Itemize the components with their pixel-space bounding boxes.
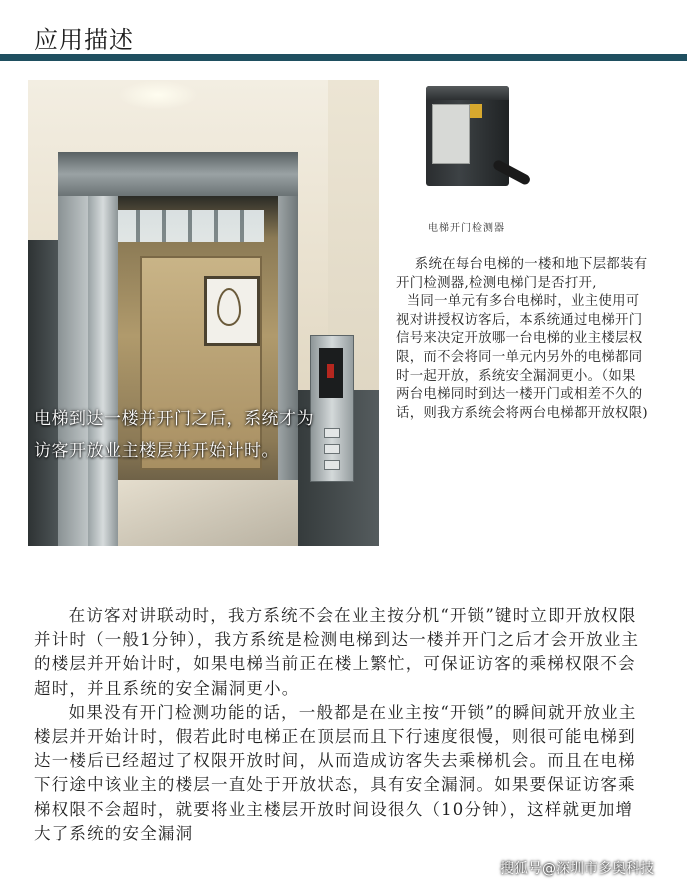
detector-caption: 电梯开门检测器: [428, 223, 505, 234]
floor-indicator-display: [319, 348, 343, 398]
stone-wall-left: [28, 240, 58, 546]
elevator-photo: [28, 80, 379, 546]
ceiling-light: [118, 80, 198, 110]
header-divider-bar: [0, 54, 687, 61]
call-button-down: [324, 444, 340, 454]
section-title: 应用描述: [34, 26, 134, 54]
elevator-door-left: [88, 196, 118, 546]
elevator-car-ceiling: [114, 210, 264, 242]
photo-caption: 电梯到达一楼并开门之后，系统才为访客开放业主楼层并开始计时。: [34, 409, 314, 461]
call-button-up: [324, 428, 340, 438]
detector-cap: [426, 86, 509, 100]
elevator-floor: [98, 480, 298, 546]
body-paragraph: 在访客对讲联动时，我方系统不会在业主按分机“开锁”键时立即开放权限并计时（一般1分钟），我方系统是检测电梯到达一楼并开门之后才会开放业主的楼层并开始计时，如果电梯当前正在楼上繁忙，可保证访客的乘梯权限不会超时，并且系统的安全漏洞更小。: [34, 606, 640, 698]
call-button-extra: [324, 460, 340, 470]
door-detector-image: [426, 86, 511, 192]
detector-indicator-stripe: [470, 104, 482, 118]
section-header: [0, 0, 687, 62]
detector-label-plate: [432, 104, 470, 164]
source-watermark: 搜狐号@深圳市多奥科技: [500, 861, 654, 877]
artwork-motif: [217, 288, 241, 326]
elevator-door-header: [58, 152, 298, 196]
body-paragraph: 如果没有开门检测功能的话，一般都是在业主按“开锁”的瞬间就开放业主楼层并开始计时，假若此时电梯正在顶层而且下行速度很慢，则很可能电梯到达一楼后已经超过了权限开放时间，从而造成访客失去乘梯机会。而且在电梯下行途中该业主的楼层一直处于开放状态，具有安全漏洞。如果要保证访客乘梯权限不会超时，就要将业主楼层开放时间设很久（10分钟），这样就更加增大了系统的安全漏洞: [34, 702, 637, 843]
side-paragraph: 当同一单元有多台电梯时，业主使用可视对讲授权访客后，本系统通过电梯开门信号来决定开放哪一台电梯的业主楼层权限，而不会将同一单元内另外的电梯都同时一起开放，系统安全漏洞更小。（如果两台电梯同时到达一楼开门或相差不久的话，则我方系统会将两台电梯都开放权限): [396, 294, 648, 421]
side-description: [396, 256, 648, 423]
side-paragraph: 系统在每台电梯的一楼和地下层都装有开门检测器,检测电梯门是否打开,: [396, 257, 648, 291]
body-description: [34, 604, 650, 846]
